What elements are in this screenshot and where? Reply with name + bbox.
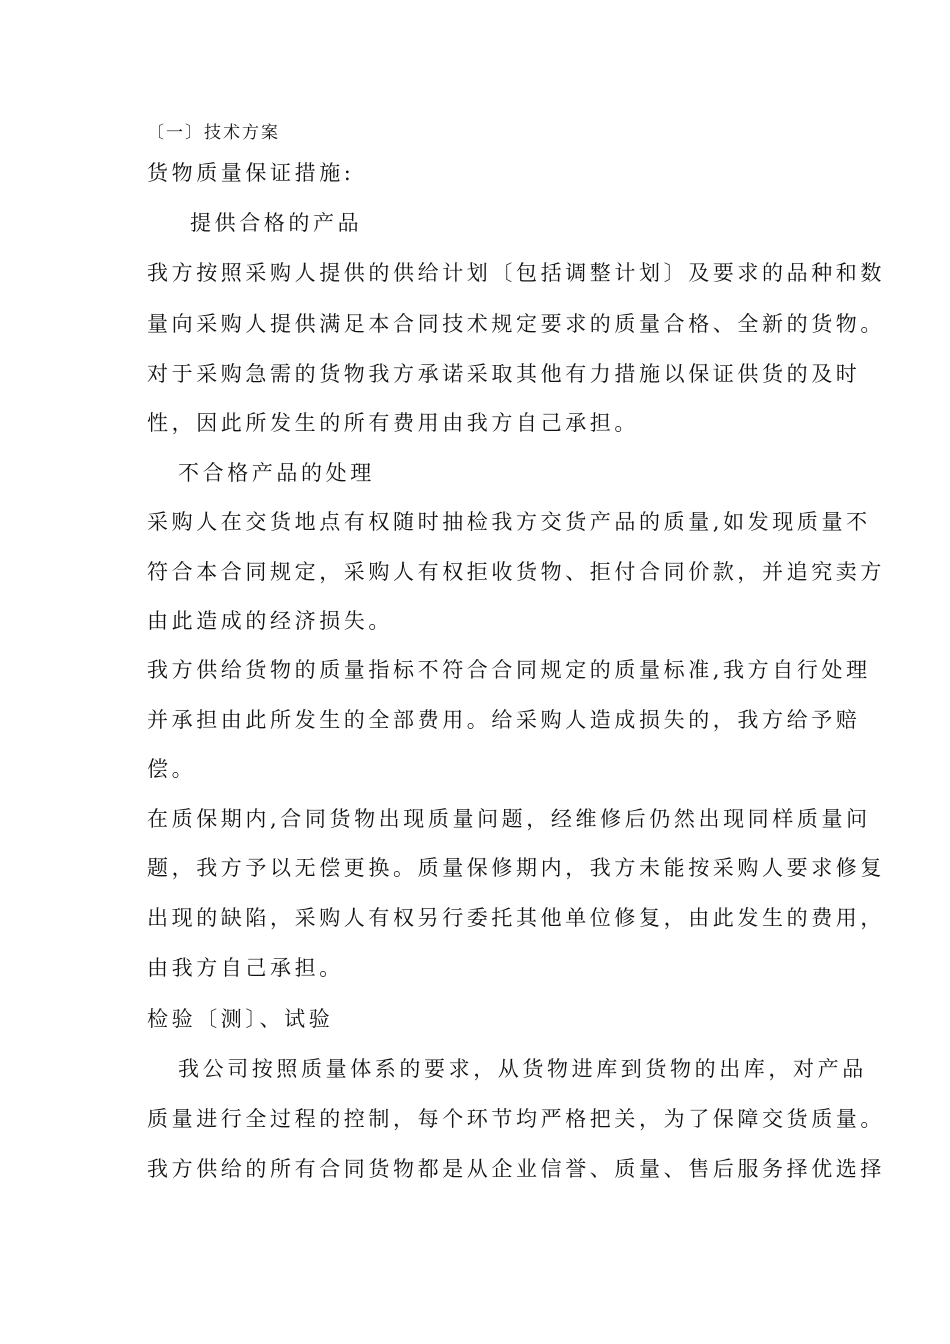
section-title: 提供合格的产品 (190, 211, 363, 235)
paragraph-line: 我方供给的所有合同货物都是从企业信誉、质量、售后服务择优选择 (147, 1157, 885, 1181)
paragraph-line: 质量进行全过程的控制，每个环节均严格把关，为了保障交货质量。 (147, 1107, 885, 1131)
subheading: 货物质量保证措施: (147, 161, 355, 185)
paragraph-line: 我方供给货物的质量指标不符合合同规定的质量标准,我方自行处理 (147, 658, 871, 682)
section-title: 不合格产品的处理 (178, 461, 375, 485)
paragraph-line: 偿。 (147, 757, 197, 781)
section-title: 检验〔测〕、试验 (147, 1007, 334, 1031)
paragraph-line: 性，因此所发生的所有费用由我方自己承担。 (147, 411, 639, 435)
section-heading: 〔一〕技术方案 (147, 123, 280, 143)
paragraph-line: 由我方自己承担。 (147, 956, 344, 980)
paragraph-line: 在质保期内,合同货物出现质量问题，经维修后仍然出现同样质量问 (147, 807, 871, 831)
paragraph-line: 量向采购人提供满足本合同技术规定要求的质量合格、全新的货物。 (147, 312, 885, 336)
paragraph-line: 采购人在交货地点有权随时抽检我方交货产品的质量,如发现质量不 (147, 510, 871, 534)
paragraph-line: 题，我方予以无偿更换。质量保修期内，我方未能按采购人要求修复 (147, 856, 885, 880)
paragraph-line: 对于采购急需的货物我方承诺采取其他有力措施以保证供货的及时 (147, 362, 861, 386)
paragraph-line: 我公司按照质量体系的要求，从货物进库到货物的出库，对产品 (178, 1057, 867, 1081)
paragraph-line: 符合本合同规定，采购人有权拒收货物、拒付合同价款，并追究卖方 (147, 560, 885, 584)
paragraph-line: 我方按照采购人提供的供给计划〔包括调整计划〕及要求的品种和数 (147, 261, 885, 285)
paragraph-line: 出现的缺陷，采购人有权另行委托其他单位修复，由此发生的费用， (147, 906, 885, 930)
paragraph-line: 并承担由此所发生的全部费用。给采购人造成损失的，我方给予赔 (147, 708, 861, 732)
paragraph-line: 由此造成的经济损失。 (147, 609, 393, 633)
